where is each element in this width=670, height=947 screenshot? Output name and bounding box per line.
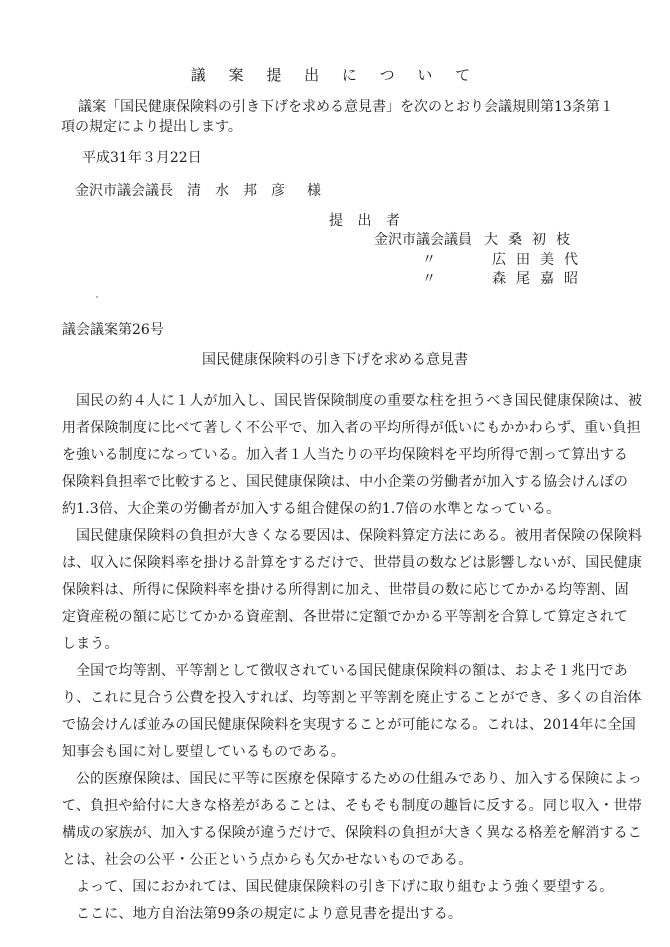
submitter-role: 金沢市議会議員 — [374, 232, 472, 248]
submission-date: 平成31年３月22日 — [82, 150, 202, 166]
submitters-label: 提 出 者 — [329, 213, 405, 229]
submission-intro: 議案「国民健康保険料の引き下げを求める意見書」を次のとおり会議規則第13条第１項の規定により提出します。 — [61, 99, 614, 135]
submission-title: 議 案 提 出 に つ い て — [190, 66, 480, 84]
submitter-name: 大桑初枝 — [484, 232, 580, 248]
submitter-role: 〃 — [422, 252, 436, 268]
submitter-role: 〃 — [422, 271, 436, 287]
submitter-name: 森尾嘉昭 — [492, 271, 588, 287]
submitter-row — [374, 249, 588, 269]
addressee — [75, 180, 321, 200]
resolution-title: 国民健康保険料の引き下げを求める意見書 — [202, 352, 468, 368]
addressee-honorific: 様 — [307, 183, 321, 199]
submitter-name: 広田美代 — [492, 252, 588, 268]
body-paragraph: 国民の約４人に１人が加入し、国民皆保険制度の重要な柱を担うべき国民健康保険は、被用者保険制度に比べて著しく不公平で、加入者の平均所得が低いにもかかわらず、重い負担を強いる制度になっている。加入者１人当たりの平均保険料を平均所得で割って算出する保険料負担率で比較すると、国民健康保険は、中小企業の労働者が加入する協会けんぽの約1.3倍、大企業の労働者が加入する組合健保の約1.7倍の水準となっている。 — [62, 393, 642, 517]
body-paragraph: 国民健康保険料の負担が大きくなる要因は、保険料算定方法にある。被用者保険の保険料は、収入に保険料率を掛ける計算をするだけで、世帯員の数などは影響しないが、国民健康保険料は、所得に保険料率を掛ける所得割に加え、世帯員の数に応じてかかる均等割、固定資産税の額に応じてかかる資産割、各世帯に定額でかかる平等割を合算して算定されてしまう。 — [62, 528, 642, 652]
submitter-row — [374, 268, 588, 288]
bill-number: 議会議案第26号 — [62, 322, 164, 338]
body-paragraph: ここに、地方自治法第99条の規定により意見書を提出する。 — [76, 906, 463, 922]
body-paragraph: 全国で均等割、平等割として徴収されている国民健康保険料の額は、およそ１兆円であり、これに見合う公費を投入すれば、均等割と平等割を廃止することができ、多くの自治体で協会けんぽ並みの国民健康保険料を実現することが可能になる。これは、2014年に全国知事会も国に対し要望しているものである。 — [62, 663, 642, 760]
scan-speck — [96, 296, 98, 298]
submitter-row — [374, 229, 580, 249]
body-paragraph: 公的医療保険は、国民に平等に医療を保障するための仕組みであり、加入する保険によって、負担や給付に大きな格差があることは、そもそも制度の趣旨に反する。同じ収入・世帯構成の家族が、加入する保険が違うだけで、保険料の負担が大きく異なる格差を解消することは、社会の公平・公正という点からも欠かせないものである。 — [62, 771, 642, 868]
addressee-name: 金沢市議会議長 清 水 邦 彦 — [75, 183, 285, 199]
resolution-body — [62, 388, 642, 928]
body-paragraph: よって、国におかれては、国民健康保険料の引き下げに取り組むよう強く要望する。 — [76, 879, 614, 895]
